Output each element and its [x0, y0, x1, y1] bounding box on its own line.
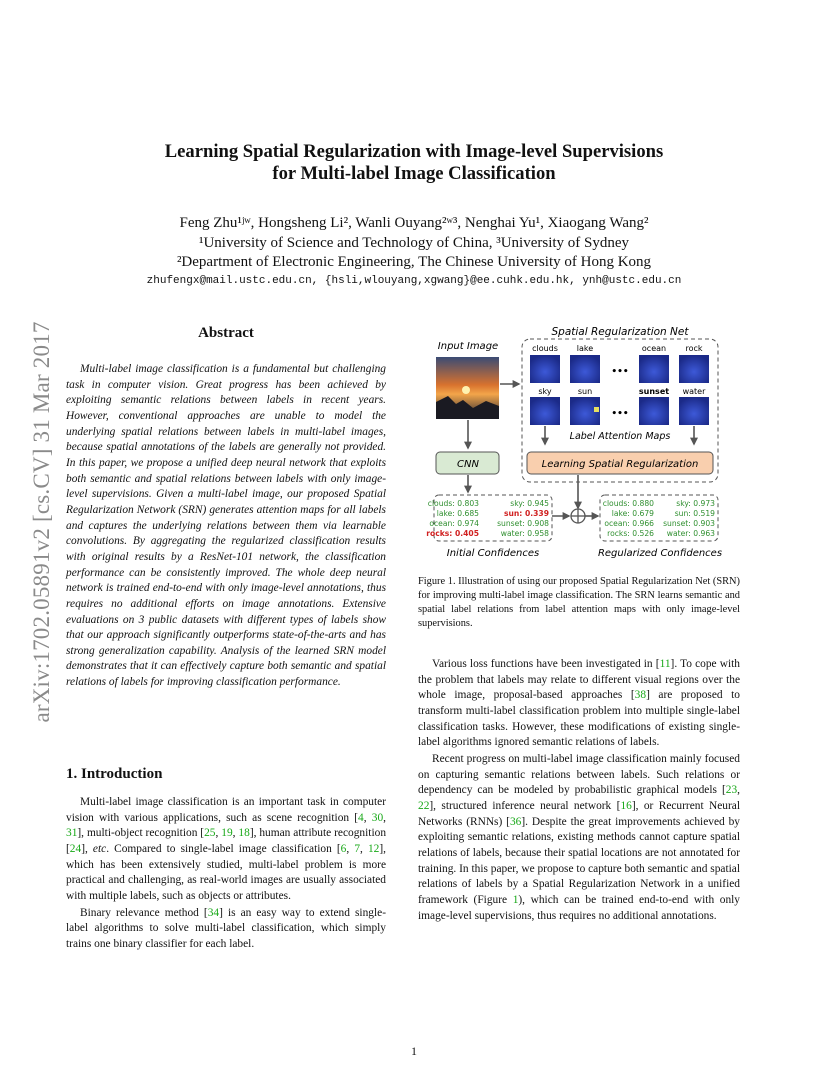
attention-maps-bottom-row	[530, 387, 709, 425]
ellipsis-bottom: •••	[611, 409, 629, 419]
citation-link[interactable]: 1	[512, 893, 519, 906]
introduction-heading: 1. Introduction	[66, 766, 163, 782]
citation-link[interactable]: 4	[358, 811, 364, 824]
initial-water: water: 0.958	[500, 529, 549, 538]
map-label-sun: sun	[577, 387, 593, 396]
cnn-label: CNN	[457, 459, 479, 470]
attention-map-ocean	[639, 355, 669, 383]
initial-lake: lake: 0.685	[436, 509, 479, 518]
regularized-ocean: ocean: 0.966	[604, 519, 654, 528]
affiliation-line-2: ²Department of Electronic Engineering, The Chinese University of Hong Kong	[176, 254, 652, 270]
initial-sky: sky: 0.945	[510, 499, 549, 508]
map-label-water: water	[682, 387, 706, 396]
input-sunset-image	[436, 357, 499, 419]
author-emails: zhufengx@mail.ustc.edu.cn, {hsli,wlouyang,xgwang}@ee.cuhk.edu.hk, ynh@ustc.edu.cn	[146, 275, 682, 287]
map-label-sky: sky	[538, 387, 552, 396]
map-label-lake: lake	[576, 344, 594, 353]
map-label-sunset: sunset	[638, 387, 670, 396]
author-names: Feng Zhu¹ʲʷ, Hongsheng Li², Wanli Ouyang²ʷ³, Nenghai Yu¹, Xiaogang Wang²	[179, 215, 649, 231]
paper-title-line-1: Learning Spatial Regularization with Image-level Supervisions	[164, 141, 664, 162]
initial-sunset: sunset: 0.908	[497, 519, 549, 528]
citation-link[interactable]: 18	[238, 827, 250, 840]
citation-link[interactable]: 30	[371, 811, 384, 824]
citation-link[interactable]: 22	[418, 799, 430, 812]
regularized-confidences-title: Regularized Confidences	[597, 548, 723, 559]
affiliation-line-1: ¹University of Science and Technology of China, ³University of Sydney	[198, 235, 630, 251]
abstract-heading: Abstract	[198, 325, 254, 341]
initial-rocks: rocks: 0.405	[426, 529, 479, 538]
paper-title-line-2: for Multi-label Image Classification	[272, 163, 556, 184]
map-label-clouds: clouds	[532, 344, 558, 353]
citation-link[interactable]: 23	[725, 784, 738, 797]
srn-label: Spatial Regularization Net	[551, 326, 689, 338]
citation-link[interactable]: 19	[221, 827, 233, 840]
right-column-text	[418, 657, 740, 925]
citation-link[interactable]: 31	[66, 827, 78, 840]
attention-map-lake	[570, 355, 600, 383]
arxiv-sidebar-stamp	[18, 282, 66, 762]
citation-link[interactable]: 12	[367, 842, 380, 855]
attention-map-sunset	[639, 397, 669, 425]
attention-map-sky	[530, 397, 560, 425]
attention-map-rock	[679, 355, 709, 383]
abstract-body	[66, 362, 386, 691]
regularized-lake: lake: 0.679	[611, 509, 654, 518]
intro-paragraph-2: Binary relevance method [34] is an easy way to extend single-label algorithms to solve multi-label classification, which simply trains one binary classifier for each label.	[66, 906, 386, 950]
regularized-clouds: clouds: 0.880	[602, 499, 654, 508]
citation-link[interactable]: 25	[204, 827, 216, 840]
citation-link[interactable]: 6	[340, 842, 347, 855]
citation-link[interactable]: 11	[659, 658, 671, 670]
attention-maps-top-row	[530, 344, 709, 383]
map-label-ocean: ocean	[641, 344, 667, 353]
label-attention-maps-caption: Label Attention Maps	[569, 431, 671, 442]
citation-link[interactable]: 34	[207, 906, 220, 919]
initial-sun: sun: 0.339	[503, 509, 549, 518]
abstract-text: Multi-label image classification is a fundamental but challenging task in computer vision. Great progress has been achieved by exploiting semantic relations between labels in recent years. However, conventional approaches are unable to model the underlying spatial relations between labels in multi-label images, because spatial annotations of the labels are generally not provided. In this paper, we propose a unified deep neural network that exploits both semantic and spatial relations between labels with only image-level supervisions. Given a multi-label image, our proposed Spatial Regularization Network (SRN) generates attention maps for all labels and captures the underlying relations between them via learnable convolutions. By aggregating the regularized classification results with original results by a ResNet-101 network, the classification performance can be consistently improved. The whole deep neural network is trained end-to-end with only image-level annotations, thus requires no additional efforts on image annotations. Extensive evaluations on 3 public datasets with different types of labels show that our approach significantly outperforms state-of-the-arts and has strong generalization capability. Analysis of the learned SRN model demonstrates that it can effectively capture both semantic and spatial relations of labels for improving classification performance.	[66, 363, 386, 689]
page-number: 1	[411, 1044, 417, 1058]
right-paragraph-1: Various loss functions have been investigated in [11]. To cope with the problem that labels may relate to different visual regions over the whole image, proposal-based approaches [38] are proposed to transform multi-label classification problem into multiple single-label classification tasks. However, these modifications of existing single-label algorithms ignored semantic relations of labels.	[418, 658, 741, 749]
figure-caption: Figure 1. Illustration of using our proposed Spatial Regularization Net (SRN) for improving multi-label image classification. The SRN learns semantic and spatial label relations from label attention maps with only image-level supervisions.	[418, 576, 740, 629]
citation-link[interactable]: 16	[620, 799, 632, 812]
regularized-sun: sun: 0.519	[674, 509, 715, 518]
regularized-sky: sky: 0.973	[676, 499, 715, 508]
introduction-left-column	[66, 795, 386, 954]
map-label-rock: rock	[685, 344, 703, 353]
initial-clouds: clouds: 0.803	[427, 499, 479, 508]
intro-paragraph-1: Multi-label image classification is an important task in computer vision with various applications, such as scene recognition [4, 30, 31], multi-object recognition [25, 19, 18], human attribute recognition [24], etc. Compared to single-label image classification [6, 7, 12], which has been extensively studied, multi-label problem is more practical and challenging, as real-world images are usually associated with multiple labels, such as objects or attributes.	[66, 796, 387, 902]
arxiv-identifier: arXiv:1702.05891v2 [cs.CV] 31 Mar 2017	[29, 321, 54, 723]
citation-link[interactable]: 36	[509, 815, 522, 828]
regularized-water: water: 0.963	[666, 529, 715, 538]
right-paragraph-2: Recent progress on multi-label image classification mainly focused on capturing semantic relations between labels. Such relations or dependency can be modeled by probabilistic graphical models [23, 22], structured inference neural network [16], or Recurrent Neural Networks (RNNs) [36]. Despite the great improvements achieved by exploiting semantic relations, existing methods cannot capture spatial relations of labels, because their spatial locations are not annotated for training. In this paper, we propose to capture both semantic and spatial relations of labels by a Spatial Regularization Network in a unified framework (Figure 1), which can be trained end-to-end with only image-level supervisions, thus requires no additional annotations.	[418, 752, 741, 922]
initial-ocean: ocean: 0.974	[429, 519, 479, 528]
etc-text: etc	[92, 842, 107, 855]
ellipsis-top: •••	[611, 367, 629, 377]
lsr-label: Learning Spatial Regularization	[541, 459, 699, 470]
regularized-sunset: sunset: 0.903	[663, 519, 715, 528]
regularized-rocks: rocks: 0.526	[607, 529, 654, 538]
citation-link[interactable]: 38	[634, 689, 647, 702]
citation-link[interactable]: 7	[354, 842, 361, 855]
initial-confidences-title: Initial Confidences	[446, 548, 540, 559]
input-image-label: Input Image	[437, 341, 499, 352]
attention-map-clouds	[530, 355, 560, 383]
srn-figure	[418, 322, 742, 566]
attention-map-water	[679, 397, 709, 425]
citation-link[interactable]: 24	[69, 842, 82, 855]
